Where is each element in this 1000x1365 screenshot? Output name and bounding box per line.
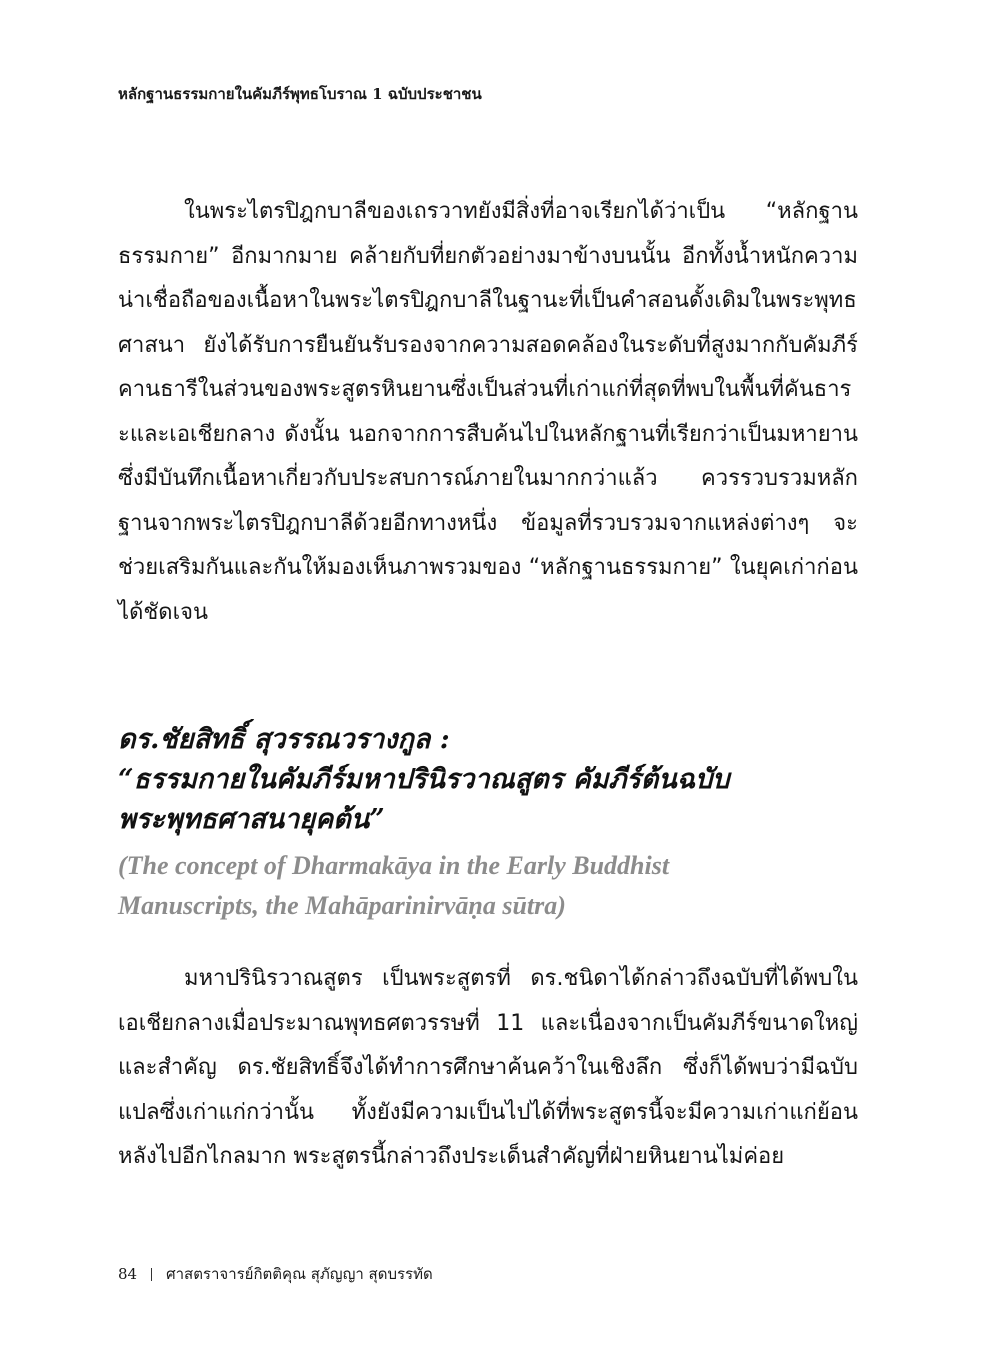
section-heading: [118, 720, 878, 840]
english-subtitle-line-1: (The concept of Dharmakāya in the Early Buddhist: [118, 851, 670, 880]
body-paragraph-1: ในพระไตรปิฎกบาลีของเถรวาทยังมีสิ่งที่อาจเรียกได้ว่าเป็น “หลักฐานธรรมกาย” อีกมากมาย คล้ายกับที่ยกตัวอย่างมาข้างบนนั้น อีกทั้งน้ำหนักความน่าเชื่อถือของเนื้อหาในพระไตรปิฎกบาลีในฐานะที่เป็นคำสอนดั้งเดิมในพระพุทธศาสนา ยังได้รับการยืนยันรับรองจากความสอดคล้องในระดับที่สูงมากกับคัมภีร์คานธารีในส่วนของพระสูตรหินยานซึ่งเป็นส่วนที่เก่าแก่ที่สุดที่พบในพื้นที่คันธาระและเอเชียกลาง ดังนั้น นอกจากการสืบค้นไปในหลักฐานที่เรียกว่าเป็นมหายานซึ่งมีบันทึกเนื้อหาเกี่ยวกับประสบการณ์ภายในมากกว่าแล้ว ควรรวบรวมหลักฐานจากพระไตรปิฎกบาลีด้วยอีกทางหนึ่ง ข้อมูลที่รวบรวมจากแหล่งต่างๆ จะช่วยเสริมกันและกันให้มองเห็นภาพรวมของ “หลักฐานธรรมกาย” ในยุคเก่าก่อนได้ชัดเจน: [118, 199, 858, 625]
page-number: 84: [118, 1265, 138, 1283]
section-heading-line-2: “ธรรมกายในคัมภีร์มหาปรินิรวาณสูตร คัมภีร์ต้นฉบับ: [118, 764, 730, 795]
body-paragraph-2: มหาปรินิรวาณสูตร เป็นพระสูตรที่ ดร.ชนิดาได้กล่าวถึงฉบับที่ได้พบในเอเชียกลางเมื่อประมาณพุทธศตวรรษที่ 11 และเนื่องจากเป็นคัมภีร์ขนาดใหญ่และสำคัญ ดร.ชัยสิทธิ์จึงได้ทำการศึกษาค้นคว้าในเชิงลึก ซึ่งก็ได้พบว่ามีฉบับแปลซึ่งเก่าแก่กว่านั้น ทั้งยังมีความเป็นไปได้ที่พระสูตรนี้จะมีความเก่าแก่ย้อนหลังไปอีกไกลมาก พระสูตรนี้กล่าวถึงประเด็นสำคัญที่ฝ่ายหินยานไม่ค่อย: [118, 966, 858, 1169]
running-header: หลักฐานธรรมกายในคัมภีร์พุทธโบราณ 1 ฉบับประชาชน: [118, 85, 482, 103]
footer-author: ศาสตราจารย์กิตติคุณ สุภัญญา สุดบรรทัด: [166, 1265, 433, 1283]
english-subtitle-line-2: Manuscripts, the Mahāparinirvāṇa sūtra): [118, 891, 566, 920]
section-heading-line-1: ดร.ชัยสิทธิ์ สุวรรณวรางกูล :: [118, 724, 450, 755]
english-subtitle: [118, 846, 878, 926]
footer-separator: [151, 1268, 152, 1281]
section-heading-line-3: พระพุทธศาสนายุคต้น”: [118, 804, 385, 835]
page-footer: [118, 1262, 433, 1286]
